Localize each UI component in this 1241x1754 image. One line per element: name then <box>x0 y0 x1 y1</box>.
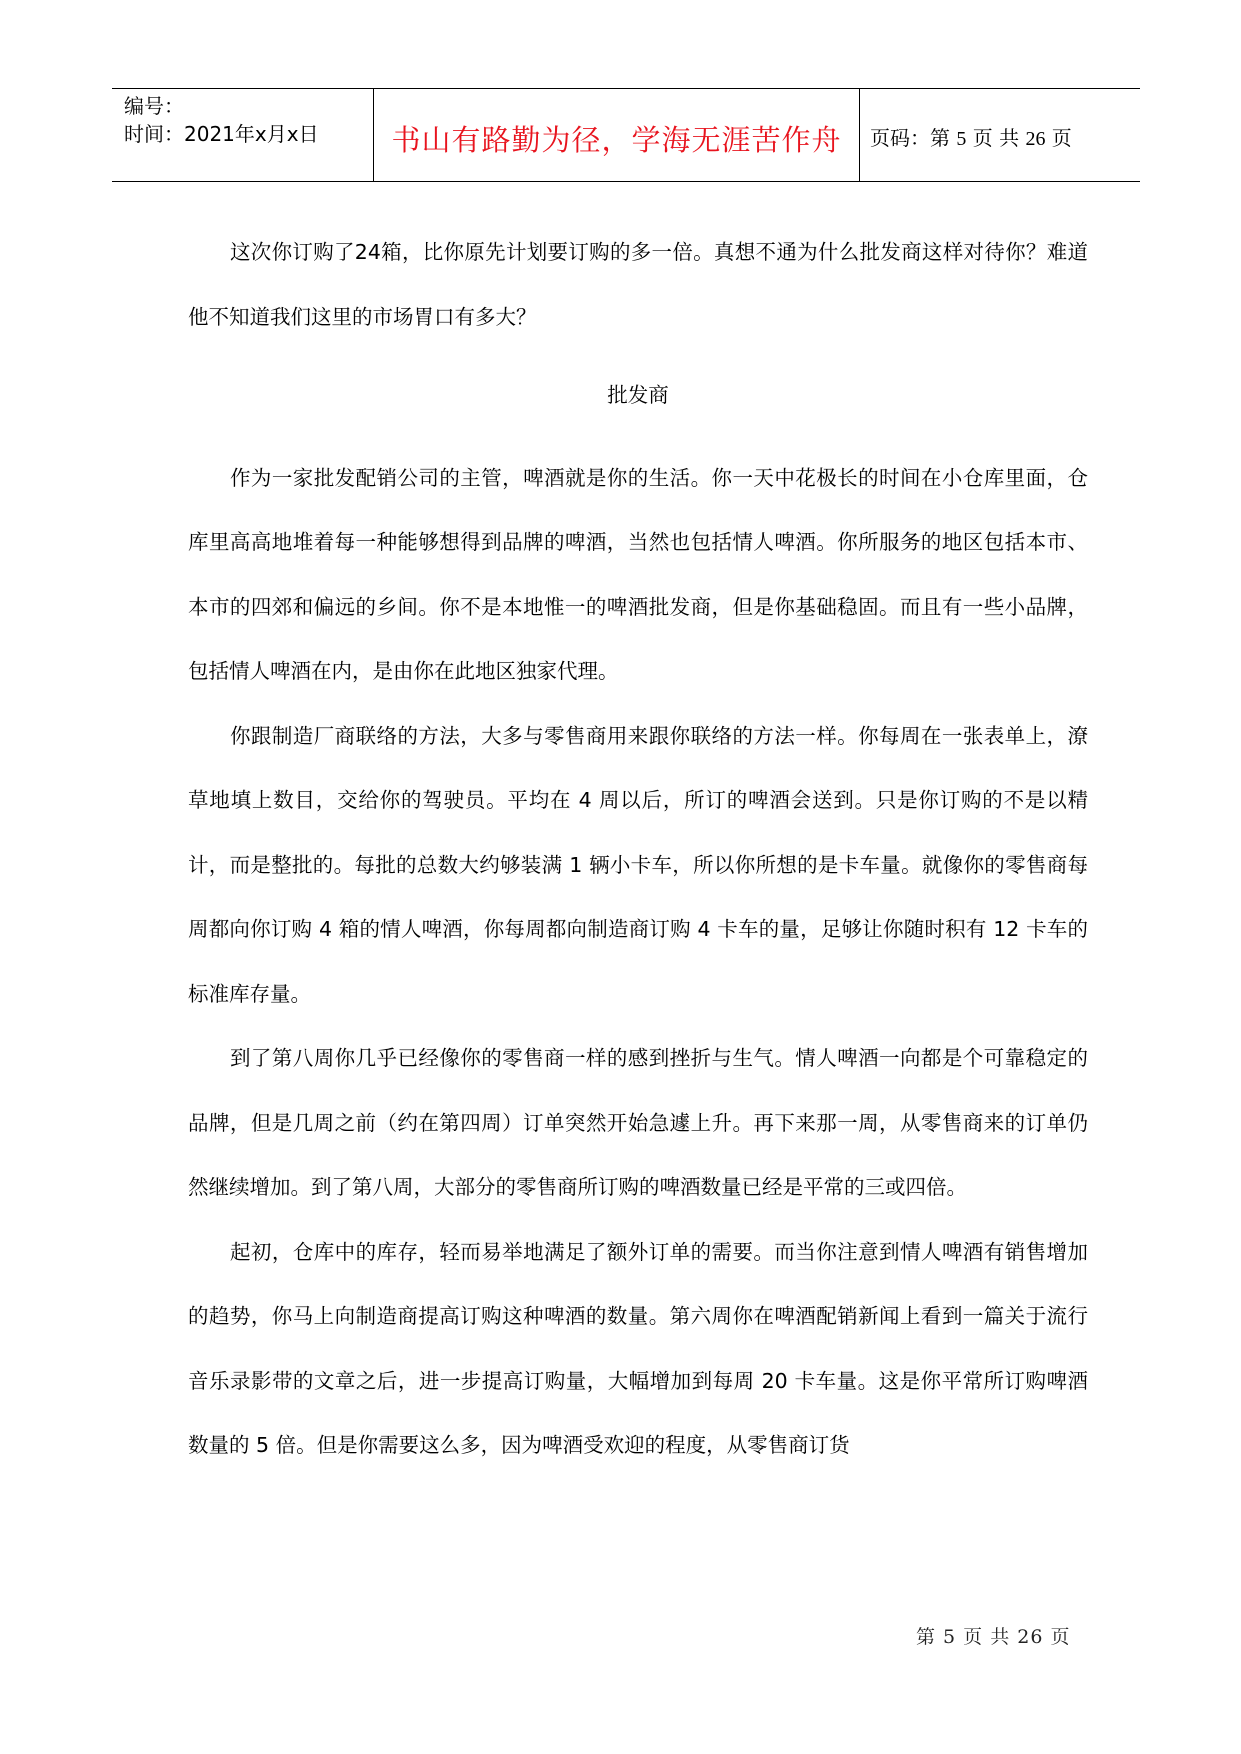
header-meta <box>124 92 319 148</box>
page-mid: 页 共 <box>972 126 1020 150</box>
header-bottom-rule <box>112 181 1140 182</box>
section-title: 批发商 <box>607 383 669 407</box>
body-paragraph-2: 你跟制造厂商联络的方法，大多与零售商用来跟你联络的方法一样。你每周在一张表单上，潦草地填上数目，交给你的驾驶员。平均在 4 周以后，所订的啤酒会送到。只是你订购的不是以精计，而是整批的。每批的总数大约够装满 1 辆小卡车，所以你所想的是卡车量。就像你的零售商每周都向你订购 4 箱的情人啤酒，你每周都向制造商订购 4 卡车的量，足够让你随时积有 12 卡车的标准库存量。 <box>188 723 1088 1006</box>
intro-paragraph: 这次你订购了24箱，比你原先计划要订购的多一倍。真想不通为什么批发商这样对待你？难道他不知道我们这里的市场胃口有多大？ <box>188 240 1088 329</box>
body-paragraph-1: 作为一家批发配销公司的主管，啤酒就是你的生活。你一天中花极长的时间在小仓库里面，仓库里高高地堆着每一种能够想得到品牌的啤酒，当然也包括情人啤酒。你所服务的地区包括本市、本市的四郊和偏远的乡间。你不是本地惟一的啤酒批发商，但是你基础稳固。而且有一些小品牌，包括情人啤酒在内，是由你在此地区独家代理。 <box>188 465 1088 683</box>
serial-label: 编号： <box>124 94 184 118</box>
header-page-indicator <box>870 122 1072 151</box>
document-body <box>188 220 1088 1478</box>
header-motto: 书山有路勤为径，学海无涯苦作舟 <box>391 123 842 157</box>
header-top-rule <box>112 88 1140 89</box>
page-number: 5 <box>956 128 967 150</box>
page-suffix: 页 <box>1051 126 1072 150</box>
date-label: 时间：2021年x月x日 <box>124 122 319 146</box>
body-paragraph-4: 起初，仓库中的库存，轻而易举地满足了额外订单的需要。而当你注意到情人啤酒有销售增加的趋势，你马上向制造商提高订购这种啤酒的数量。第六周你在啤酒配销新闻上看到一篇关于流行音乐录影带的文章之后，进一步提高订购量，大幅增加到每周 20 卡车量。这是你平常所订购啤酒数量的 5 倍。但是你需要这么多，因为啤酒受欢迎的程度，从零售商订货 <box>188 1239 1088 1457</box>
header-divider-right <box>859 88 860 181</box>
body-paragraph-3: 到了第八周你几乎已经像你的零售商一样的感到挫折与生气。情人啤酒一向都是个可靠稳定的品牌，但是几周之前（约在第四周）订单突然开始急遽上升。再下来那一周，从零售商来的订单仍然继续增加。到了第八周，大部分的零售商所订购的啤酒数量已经是平常的三或四倍。 <box>188 1046 1088 1199</box>
page-prefix: 页码：第 <box>870 126 950 150</box>
page-footer: 第 5 页 共 26 页 <box>916 1626 1071 1648</box>
page-total: 26 <box>1025 128 1046 150</box>
